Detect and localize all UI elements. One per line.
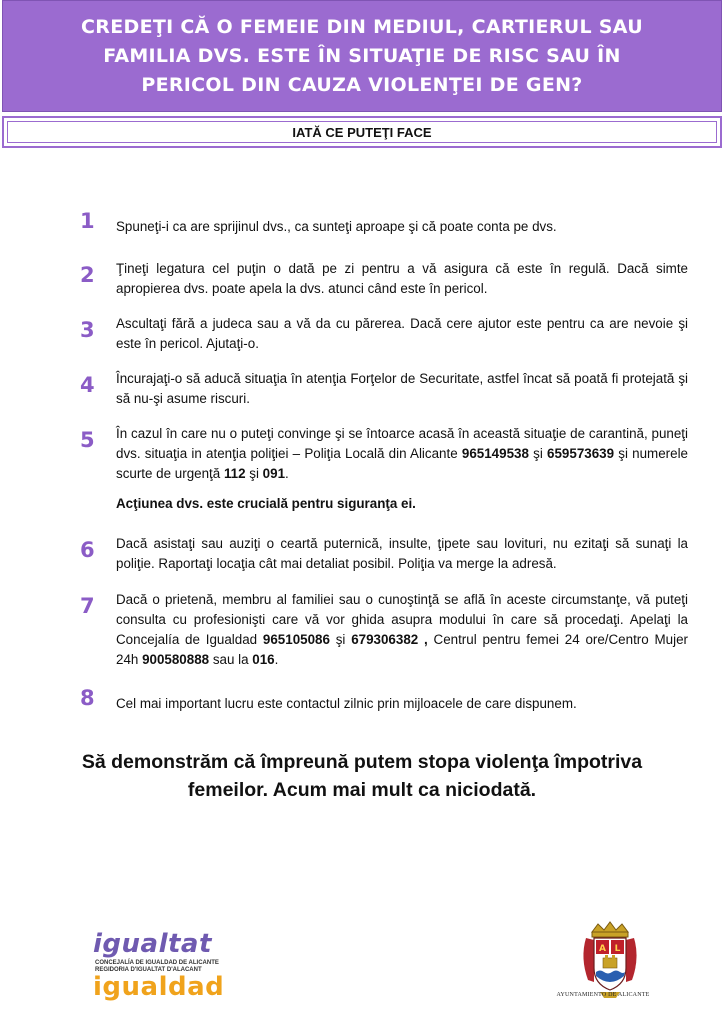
step-5-text-b: şi numerele scurte de urgenţă (116, 446, 688, 481)
step-7-text-b: Centrul pentru femei 24 ore/Centro Mujer 24h (116, 632, 688, 667)
step-5-and-2: şi (245, 466, 263, 481)
list-item (80, 414, 688, 524)
step-number: 8 (80, 686, 95, 710)
list-item (80, 524, 688, 580)
police-phone-1: 965149538 (461, 446, 529, 461)
police-phone-2: 659573639 (547, 446, 615, 461)
closing-statement (40, 748, 684, 804)
step-number: 6 (80, 538, 95, 562)
logo-subtitle-1: CONCEJALÍA DE IGUALDAD DE ALICANTE (95, 960, 219, 966)
list-item (80, 249, 688, 304)
step-text: Ascultaţi fără a judeca sau a vă da cu părerea. Dacă cere ajutor este pentru ca are nevoie şi este în pericol. Ajutaţi-o. (116, 316, 688, 351)
step-5-dot: . (285, 466, 289, 481)
igualdad-logo (93, 930, 223, 1005)
city-council-caption: AYUNTAMIENTO DE ALICANTE (556, 992, 650, 998)
step-text (116, 580, 688, 684)
subtitle: IATĂ CE PUTEŢI FACE (292, 124, 432, 140)
emergency-number-1: 112 (223, 466, 246, 481)
closing-line-2: femeilor. Acum mai mult ca niciodată. (187, 779, 537, 801)
title-line-1: CREDEŢI CĂ O FEMEIE DIN MEDIUL, CARTIERUL SAU (81, 15, 643, 38)
step-text: Spuneţi-i ca are sprijinul dvs., ca sunteţi aproape şi că poate conta pe dvs. (116, 219, 557, 234)
steps-list (80, 207, 688, 724)
svg-text:A: A (599, 944, 606, 954)
svg-text:L: L (614, 944, 621, 954)
step-5-emphasis: Acţiunea dvs. este crucială pentru siguranţa ei. (116, 496, 416, 511)
equality-phone-2: 679306382 , (351, 632, 428, 647)
step-number: 2 (80, 263, 95, 287)
step-7-text-c: sau la (209, 652, 253, 667)
header-banner (2, 0, 722, 112)
step-text: Cel mai important lucru este contactul zilnic prin mijloacele de care dispunem. (116, 696, 577, 711)
list-item (80, 580, 688, 684)
coat-of-arms-icon (570, 918, 650, 1003)
helpline-number: 016 (252, 652, 275, 667)
logo-word-igualtat: igualtat (93, 929, 212, 959)
step-number: 1 (80, 209, 95, 233)
step-number: 4 (80, 373, 95, 397)
step-number: 5 (80, 428, 95, 452)
logo-word-igualdad: igualdad (93, 972, 225, 1002)
closing-line-1: Să demonstrăm că împreună putem stopa violenţa împotriva (81, 751, 643, 773)
emergency-number-2: 091 (262, 466, 286, 481)
list-item (80, 359, 688, 414)
list-item (80, 207, 688, 249)
step-7-dot: . (274, 652, 279, 667)
page-title (22, 13, 702, 100)
step-text: Ţineţi legatura cel puţin o dată pe zi pentru a vă asigura că este în regulă. Dacă simte apropierea dvs. poate apela la dvs. atunci când este în pericol. (116, 261, 688, 296)
step-7-and-1: şi (329, 632, 352, 647)
step-text (116, 414, 688, 524)
title-line-2: FAMILIA DVS. ESTE ÎN SITUAŢIE DE RISC SAU ÎN (103, 44, 621, 67)
list-item (80, 684, 688, 724)
step-text: Dacă asistaţi sau auziţi o ceartă puternică, insulte, ţipete sau lovituri, nu ezitaţi să sunaţi la poliţie. Raportaţi locaţia cât mai detaliat posibil. Poliţia va merge la adresă. (116, 536, 688, 571)
subtitle-bar (2, 116, 722, 148)
step-5-text-a: În cazul în care nu o puteţi convinge şi se întoarce acasă în această situaţie de carantină, puneţi dvs. situaţia in atenţia poliţiei – Poliţia Locală din Alicante (116, 426, 688, 461)
list-item (80, 304, 688, 359)
women-center-phone: 900580888 (142, 652, 210, 667)
step-number: 3 (80, 318, 95, 342)
step-text: Încurajaţi-o să aducă situaţia în atenţia Forţelor de Securitate, astfel încat să poată fi protejată şi să nu-şi asume riscuri. (116, 371, 688, 406)
step-7-text-a: Dacă o prietenă, membru al familiei sau o cunoştinţă se află în aceste circumstanţe, vă puteţi consulta cu profesionişti care vă vor ghida asupra modului în care să procedaţi. Apelaţi la Concejalía de Igualdad (116, 592, 688, 647)
title-line-3: PERICOL DIN CAUZA VIOLENŢEI DE GEN? (141, 73, 583, 96)
logo-subtitle-2: REGIDORIA D'IGUALTAT D'ALACANT (95, 967, 202, 973)
step-5-and-1: şi (528, 446, 548, 461)
equality-phone-1: 965105086 (262, 632, 330, 647)
step-number: 7 (80, 594, 95, 618)
